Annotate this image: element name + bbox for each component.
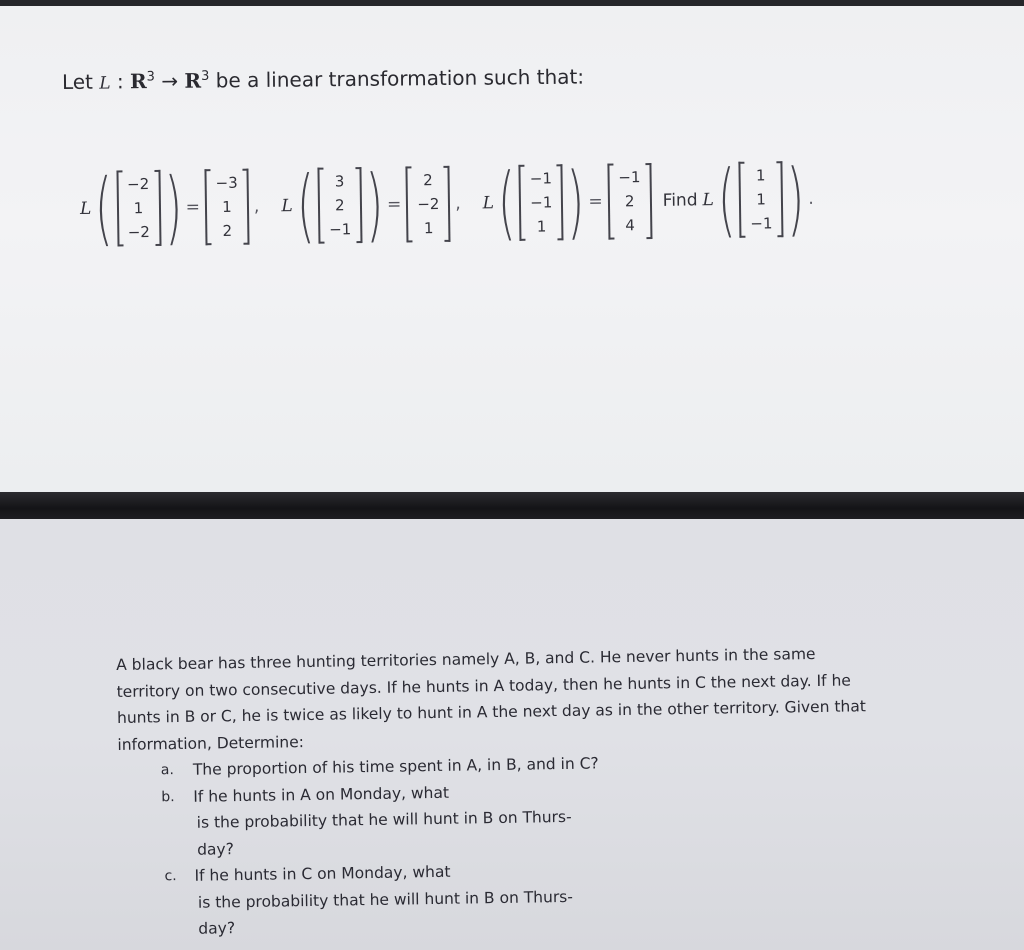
vector-entry: 1: [222, 197, 232, 217]
question-line: day?: [196, 839, 234, 859]
vector-entry: 2: [423, 171, 433, 190]
period: .: [808, 188, 814, 209]
question-line: If he hunts in A on Monday, what: [193, 783, 450, 806]
vector-entry: 1: [756, 190, 766, 209]
map-symbol: L: [79, 198, 92, 219]
let-word: Let: [61, 69, 94, 94]
colon: :: [116, 69, 124, 94]
comma: ,: [253, 196, 260, 217]
question-letter: c.: [164, 868, 177, 885]
input-vector-3: [519, 164, 564, 241]
vector-entry: −1: [529, 169, 553, 188]
question-c: [164, 850, 980, 942]
paragraph-line: hunts in B or C, he is twice as likely to hunt in A the next day as in the other territory. Given that: [116, 697, 866, 727]
question-line: is the probability that he will hunt in B on Thurs-: [197, 887, 574, 912]
codomain-exponent: 3: [200, 68, 210, 84]
vector-entry: −1: [750, 214, 773, 233]
output-vector-2: [406, 166, 451, 243]
problem-2-paragraph: [116, 638, 978, 757]
vector-entry: 3: [334, 172, 345, 191]
equation-row: [79, 151, 814, 255]
right-paren: ): [365, 157, 384, 252]
equals-sign: =: [588, 191, 603, 212]
dark-divider-bar: [0, 492, 1024, 519]
problem-1-panel: [0, 6, 1024, 492]
right-paren: ): [566, 154, 586, 249]
paragraph-line: A black bear has three hunting territories namely A, B, and C. He never hunts in the same: [116, 645, 816, 674]
vector-entry: 2: [334, 196, 345, 215]
map-symbol: L: [281, 196, 293, 217]
vector-entry: 1: [423, 219, 434, 238]
question-letter: a.: [160, 762, 175, 779]
output-vector-1: [204, 169, 249, 246]
vector-entry: 2: [624, 192, 635, 211]
map-symbol: L: [702, 190, 714, 211]
vector-entry: −1: [618, 168, 641, 187]
question-line: If he hunts in C on Monday, what: [194, 862, 451, 885]
vector-entry: 4: [625, 216, 635, 235]
question-line: The proportion of his time spent in A, in B, and in C?: [192, 754, 599, 779]
comma: ,: [455, 193, 461, 214]
input-vector-1: [116, 170, 161, 247]
find-input-vector: [739, 161, 784, 238]
left-paren: (: [717, 152, 736, 247]
equals-sign: =: [386, 194, 402, 215]
arrow: →: [161, 68, 179, 93]
right-paren: ): [163, 160, 183, 254]
map-symbol: L: [99, 73, 111, 94]
left-paren: (: [94, 161, 114, 255]
paragraph-line: territory on two consecutive days. If he hunts in A today, then he hunts in C the next day. If he: [116, 670, 851, 701]
vector-entry: −1: [530, 193, 553, 212]
problem-1-intro: [62, 65, 584, 94]
vector-entry: −2: [417, 194, 440, 214]
domain-exponent: 3: [146, 69, 155, 85]
domain-space: R: [129, 69, 147, 94]
vector-entry: −2: [126, 175, 150, 194]
left-paren: (: [296, 158, 315, 252]
question-b: [161, 771, 979, 863]
vector-entry: 1: [755, 166, 766, 185]
vector-entry: −3: [215, 173, 238, 193]
vector-entry: 1: [536, 217, 547, 236]
vector-entry: 2: [222, 221, 233, 241]
intro-rest: be a linear transformation such that:: [215, 64, 585, 93]
equals-sign: =: [185, 197, 201, 218]
left-paren: (: [497, 155, 516, 250]
vector-entry: −1: [329, 220, 352, 239]
codomain-space: R: [184, 68, 202, 93]
question-line: day?: [198, 919, 236, 938]
vector-entry: −2: [127, 223, 151, 242]
problem-2-text: [116, 638, 980, 943]
paragraph-line: information, Determine:: [117, 732, 305, 754]
question-line: is the probability that he will hunt in B on Thurs-: [196, 807, 572, 832]
question-letter: b.: [161, 788, 175, 805]
vector-entry: 1: [133, 199, 144, 218]
output-vector-3: [607, 163, 652, 240]
map-symbol: L: [482, 193, 495, 214]
input-vector-2: [317, 167, 362, 244]
right-paren: ): [786, 151, 805, 246]
find-word: Find: [662, 190, 698, 211]
